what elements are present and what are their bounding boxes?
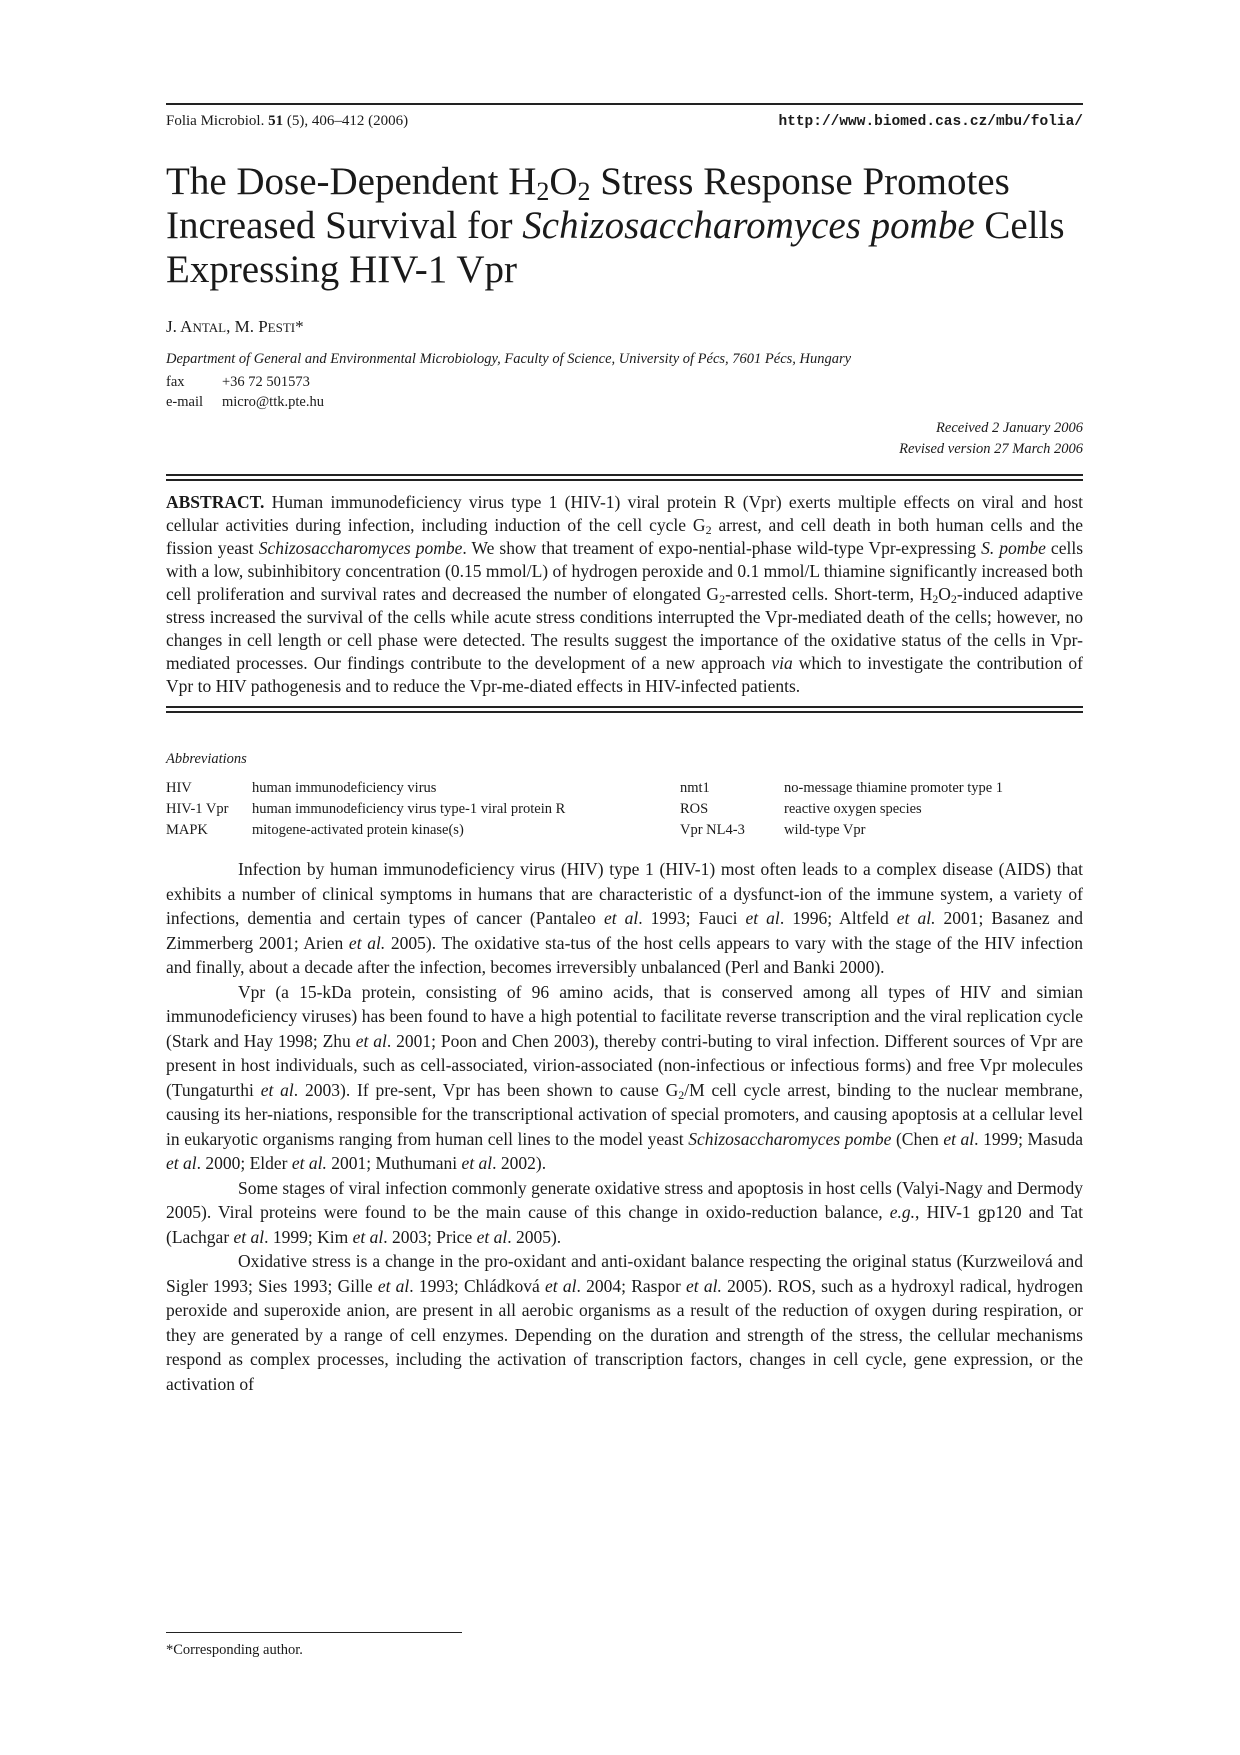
author-list: J. ANTAL, M. PESTI* bbox=[166, 317, 304, 336]
running-header bbox=[166, 113, 1083, 130]
email-link[interactable]: micro@ttk.pte.hu bbox=[222, 394, 324, 410]
journal-citation: Folia Microbiol. 51 (5), 406–412 (2006) bbox=[166, 113, 409, 129]
abstract-top-rule bbox=[166, 474, 1083, 481]
abstract: ABSTRACT. Human immunodeficiency virus type 1 (HIV-1) viral protein R (Vpr) exerts multiple effects on viral and host cellular activities during infection, including induction of the cell cycle $G_2$ arrest, and cell death in both human cells and the fission yeast Schizosaccharomyces pombe. We show that treament of expo-nential-phase wild-type Vpr-expressing S. pombe cells with a low, subinhibitory concentration (0.15 mmol/L) of hydrogen peroxide and 0.1 mmol/L thiamine significantly increased both cell proliferation and survival rates and decreased the number of elongated $G_2$-arrested cells. Short-term, $H_2O_2$-induced adaptive stress increased the survival of the cells while acute stress conditions interrupted the Vpr-mediated death of the cells; however, no changes in cell length or cell phase were detected. The results suggest the importance of the oxidative status of the cells in Vpr-mediated processes. Our findings contribute to the development of a new approach via which to investigate the contribution of Vpr to HIV pathogenesis and to reduce the Vpr-me-diated effects in HIV-infected patients. bbox=[166, 492, 1083, 696]
paragraph: Infection by human immunodeficiency virus (HIV) type 1 (HIV-1) most often leads to a complex disease (AIDS) that exhibits a number of clinical symptoms in humans that are characteristic of a dysfunct-ion of the immune system, a variety of infections, dementia and certain types of cancer (Pantaleo et al. 1993; Fauci et al. 1996; Altfeld et al. 2001; Basanez and Zimmerberg 2001; Arien et al. 2005). The oxidative sta-tus of the host cells appears to vary with the stage of the HIV infection and finally, about a decade after the infection, becomes irreversibly unbalanced (Perl and Banki 2000). bbox=[166, 859, 1084, 977]
paragraph: Oxidative stress is a change in the pro-oxidant and anti-oxidant balance respecting the original status (Kurzweilová and Sigler 1993; Sies 1993; Gille et al. 1993; Chládková et al. 2004; Raspor et al. 2005). ROS, such as a hydroxyl radical, hydrogen peroxide and superoxide anion, are present in all aerobic organisms as a result of the reduction of oxygen during respiration, or they are generated by a range of cell enzymes. Depending on the duration and strength of the stress, the cellular mechanisms respond as complex processes, including the activation of transcription factors, changes in cell cycle, gene expression, or the activation of bbox=[166, 1251, 1083, 1394]
footnote-rule bbox=[166, 1632, 462, 1633]
abbr-definition: human immunodeficiency virus type-1 viral protein R bbox=[252, 801, 566, 817]
abbr-term: nmt1 bbox=[680, 780, 710, 796]
paragraph: Vpr (a 15-kDa protein, consisting of 96 amino acids, that is conserved among all types of HIV and simian immunodeficiency viruses) has been found to have a high potential to facilitate reverse transcription and the viral replication cycle (Stark and Hay 1998; Zhu et al. 2001; Poon and Chen 2003), thereby contri-buting to viral infection. Different sources of Vpr are present in host individuals, such as cell-associated, virion-associated (non-infectious or infectious forms) and free Vpr molecules (Tungaturthi et al. 2003). If pre-sent, Vpr has been shown to cause $G_2/M$ cell cycle arrest, binding to the nuclear membrane, causing its her-niations, responsible for the transcriptional activation of special promoters, and causing apoptosis at a cellular level in eukaryotic organisms ranging from human cell lines to the model yeast Schizosaccharomyces pombe (Chen et al. 1999; Masuda et al. 2000; Elder et al. 2001; Muthumani et al. 2002). bbox=[166, 981, 1083, 1173]
abbr-definition: mitogene-activated protein kinase(s) bbox=[252, 822, 464, 838]
abbr-definition: wild-type Vpr bbox=[784, 822, 866, 838]
body-text bbox=[166, 857, 1083, 1396]
abbreviations-table bbox=[166, 778, 1083, 841]
abbreviations-title: Abbreviations bbox=[166, 751, 247, 767]
affiliation: Department of General and Environmental Microbiology, Faculty of Science, University of Pécs, 7601 Pécs, Hungary bbox=[166, 351, 852, 367]
paper-title: The Dose-Dependent $H_2O_2$ Stress Response Promotes Increased Survival for Schizosaccharomyces pombe Cells Expressing HIV-1 Vpr bbox=[166, 160, 1065, 291]
page bbox=[166, 103, 1083, 1396]
footnote: *Corresponding author. bbox=[166, 1642, 303, 1658]
paragraph: Some stages of viral infection commonly generate oxidative stress and apoptosis in host cells (Valyi-Nagy and Dermody 2005). Viral proteins were found to be the main cause of this change in oxido-reduction balance, e.g., HIV-1 gp120 and Tat (Lachgar et al. 1999; Kim et al. 2003; Price et al. 2005). bbox=[166, 1177, 1083, 1247]
header-rule bbox=[166, 103, 1083, 105]
abbr-definition: no-message thiamine promoter type 1 bbox=[784, 780, 1004, 796]
abbr-term: HIV bbox=[166, 780, 192, 796]
abbr-definition: human immunodeficiency virus bbox=[252, 780, 437, 796]
abbr-term: ROS bbox=[680, 801, 709, 817]
received-dates: Received 2 January 2006 Revised version 27 March 2006 bbox=[899, 420, 1083, 457]
abbr-term: MAPK bbox=[166, 822, 208, 838]
journal-url[interactable]: http://www.biomed.cas.cz/mbu/folia/ bbox=[778, 114, 1083, 130]
abbr-definition: reactive oxygen species bbox=[784, 801, 922, 817]
abbr-term: HIV-1 Vpr bbox=[166, 801, 229, 817]
contact-info: fax +36 72 501573 e-mail micro@ttk.pte.hu bbox=[166, 374, 324, 410]
abstract-bottom-rule bbox=[166, 706, 1083, 713]
abbr-term: Vpr NL4-3 bbox=[680, 822, 745, 838]
